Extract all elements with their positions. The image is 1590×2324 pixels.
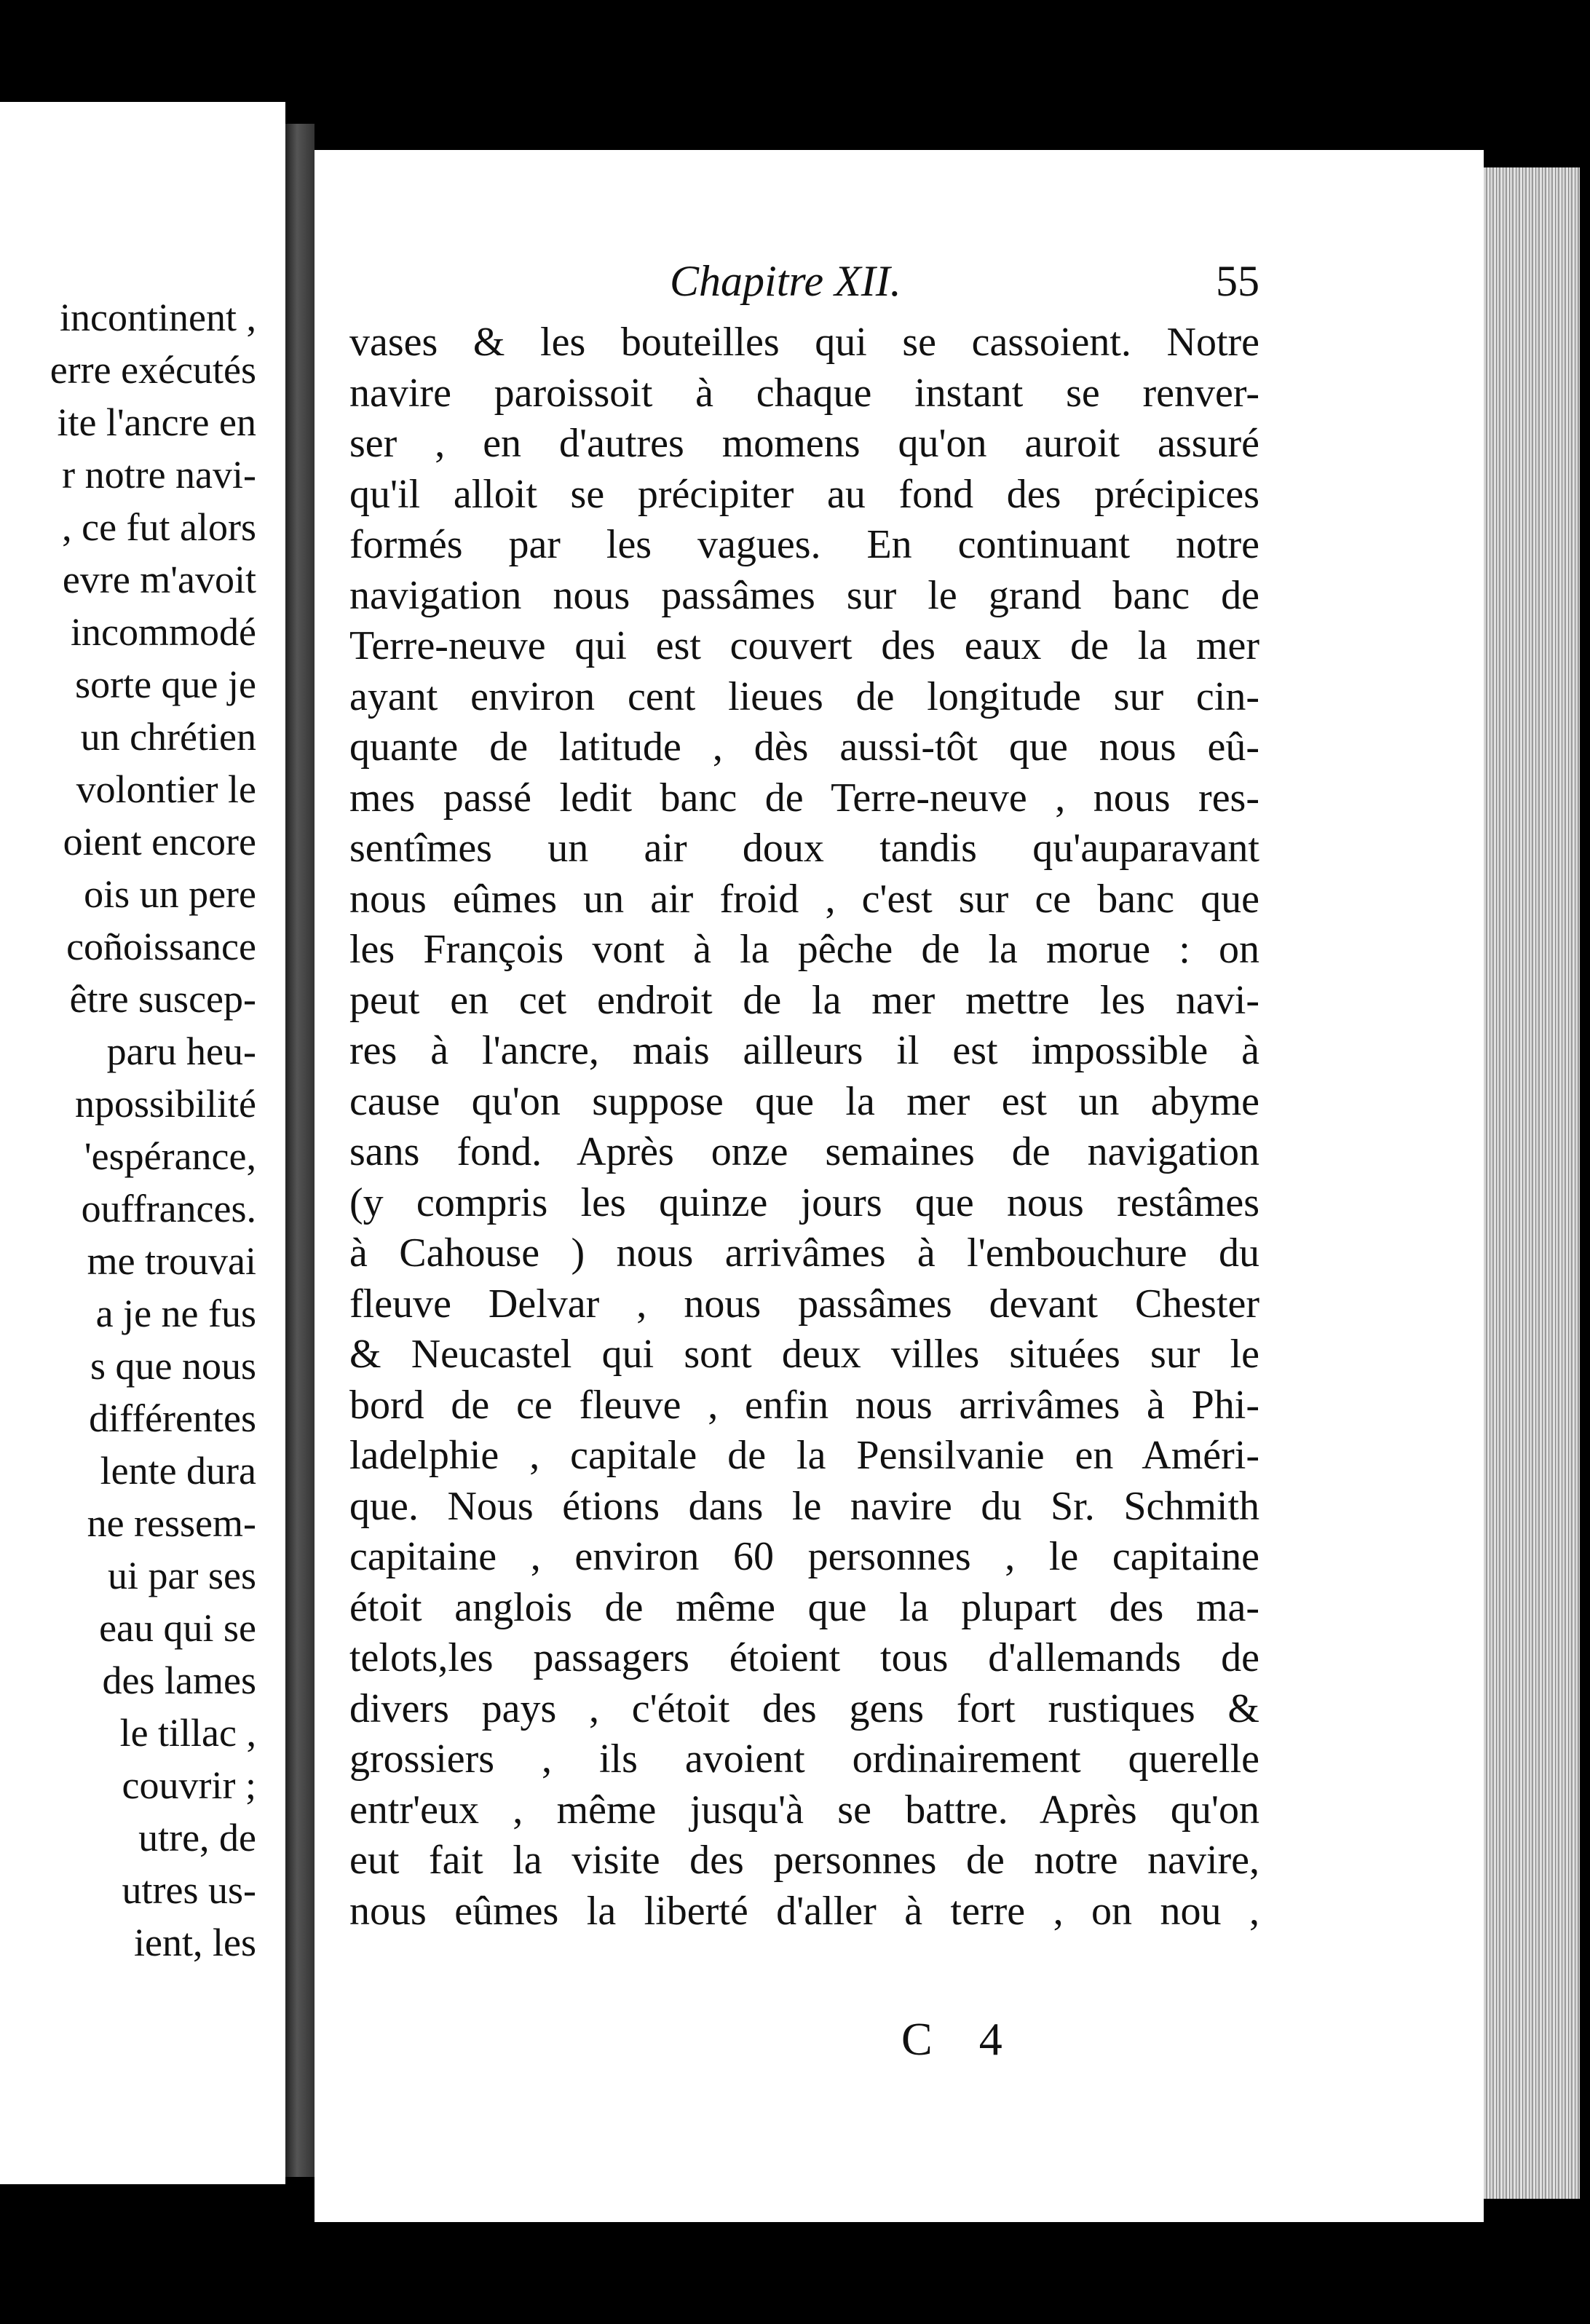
text-line: que. Nous étions dans le navire du Sr. Schmith — [349, 1483, 1259, 1529]
page-edges — [1484, 167, 1580, 2199]
text-line: mes passé ledit banc de Terre-neuve , nous res- — [349, 775, 1259, 821]
text-line: à Cahouse ) nous arrivâmes à l'embouchure du — [349, 1230, 1259, 1276]
text-line: ient, les — [134, 1921, 256, 1964]
text-line: utre, de — [138, 1816, 256, 1859]
text-line: couvrir ; — [122, 1763, 256, 1807]
text-line: nous eûmes un air froid , c'est sur ce banc que — [349, 876, 1259, 922]
text-line: sans fond. Après onze semaines de navigation — [349, 1129, 1259, 1174]
text-line: capitaine , environ 60 personnes , le capitaine — [349, 1534, 1259, 1579]
text-line: vases & les bouteilles qui se cassoient. Notre — [349, 320, 1259, 365]
text-line: être suscep- — [69, 977, 256, 1021]
text-line: ne ressem- — [87, 1501, 256, 1545]
text-line: les François vont à la pêche de la morue : on — [349, 927, 1259, 972]
text-line: , ce fut alors — [62, 505, 256, 549]
text-line: a je ne fus — [95, 1292, 256, 1335]
text-line: cause qu'on suppose que la mer est un abyme — [349, 1078, 1259, 1124]
text-line: ui par ses — [108, 1554, 256, 1597]
text-line: 'espérance, — [84, 1134, 256, 1178]
text-line: ite l'ancre en — [57, 400, 256, 444]
text-line: res à l'ancre, mais ailleurs il est impossible à — [349, 1028, 1259, 1073]
text-line: sentîmes un air doux tandis qu'auparavant — [349, 826, 1259, 871]
text-line: erre exécutés — [50, 348, 256, 392]
text-line: bord de ce fleuve , enfin nous arrivâmes à Phi- — [349, 1382, 1259, 1428]
text-line: formés par les vagues. En continuant notre — [349, 522, 1259, 567]
text-line: peut en cet endroit de la mer mettre les navi- — [349, 977, 1259, 1023]
book-gutter — [285, 124, 315, 2177]
page-number: 55 — [1216, 257, 1259, 305]
text-line: grossiers , ils avoient ordinairement querelle — [349, 1736, 1259, 1782]
chapter-title: Chapitre XII. — [670, 257, 901, 305]
text-line: utres us- — [122, 1868, 256, 1912]
running-header — [662, 256, 1259, 315]
left-page — [0, 102, 285, 2184]
text-line: ois un pere — [84, 872, 256, 916]
signature-mark: C 4 — [901, 2013, 1020, 2065]
text-line: différentes — [89, 1396, 256, 1440]
text-line: incommodé — [71, 610, 256, 654]
text-line: qu'il alloit se précipiter au fond des précipices — [349, 471, 1259, 517]
text-line: étoit anglois de même que la plupart des ma- — [349, 1584, 1259, 1630]
text-line: un chrétien — [80, 715, 256, 759]
text-line: Terre-neuve qui est couvert des eaux de la mer — [349, 623, 1259, 668]
text-line: me trouvai — [87, 1239, 256, 1283]
text-line: (y compris les quinze jours que nous restâmes — [349, 1179, 1259, 1225]
text-line: eau qui se — [99, 1606, 256, 1650]
text-line: incontinent , — [60, 296, 256, 339]
text-line: fleuve Delvar , nous passâmes devant Chester — [349, 1281, 1259, 1327]
left-page-text — [0, 291, 256, 1969]
text-line: ladelphie , capitale de la Pensilvanie en Améri- — [349, 1433, 1259, 1478]
text-line: volontier le — [76, 767, 256, 811]
text-line: telots,les passagers étoient tous d'allemands de — [349, 1635, 1259, 1680]
text-line: ser , en d'autres momens qu'on auroit assuré — [349, 421, 1259, 466]
text-line: paru heu- — [106, 1029, 256, 1073]
text-line: sorte que je — [75, 663, 256, 706]
text-line: & Neucastel qui sont deux villes situées sur le — [349, 1332, 1259, 1377]
text-line: entr'eux , même jusqu'à se battre. Après qu'on — [349, 1787, 1259, 1833]
text-line: ayant environ cent lieues de longitude sur cin- — [349, 673, 1259, 719]
text-line: npossibilité — [74, 1082, 256, 1126]
right-page-text — [349, 317, 1259, 1937]
text-line: ouffrances. — [81, 1187, 256, 1230]
text-line: divers pays , c'étoit des gens fort rustiques & — [349, 1685, 1259, 1731]
text-line: nous eûmes la liberté d'aller à terre , on nou , — [349, 1888, 1259, 1934]
text-line: des lames — [102, 1659, 256, 1702]
text-line: quante de latitude , dès aussi-tôt que nous eû- — [349, 724, 1259, 770]
text-line: le tillac , — [119, 1711, 256, 1755]
text-line: s que nous — [90, 1344, 256, 1388]
text-line: oient encore — [63, 820, 256, 863]
text-line: navigation nous passâmes sur le grand banc de — [349, 572, 1259, 618]
text-line: r notre navi- — [62, 453, 256, 497]
text-line: lente dura — [100, 1449, 256, 1493]
text-line: evre m'avoit — [62, 558, 256, 601]
text-line: eut fait la visite des personnes de notre navire, — [349, 1838, 1259, 1883]
text-line: coñoissance — [66, 925, 256, 968]
text-line: navire paroissoit à chaque instant se renver- — [349, 370, 1259, 416]
